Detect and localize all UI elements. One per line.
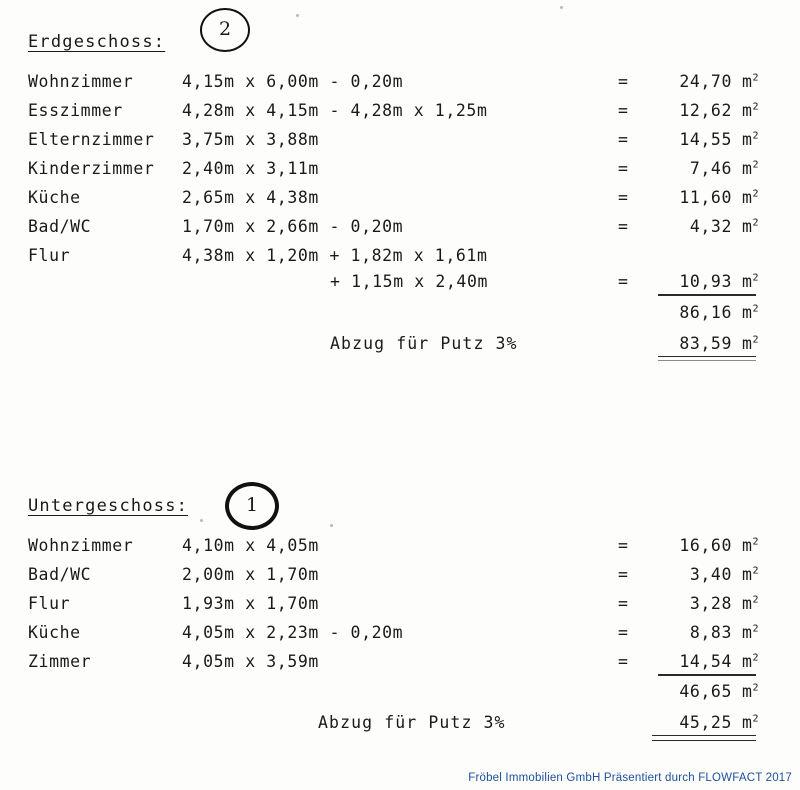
table-row [0,623,800,651]
equals-sign: = [618,652,629,671]
equals-sign: = [618,159,629,178]
total-rule-top [652,735,756,736]
deduction-label: Abzug für Putz 3% [318,713,506,732]
deduction-row [0,713,800,741]
area-unit: $m^2$ [742,188,760,207]
subtotal-area: 86,16 [679,303,732,322]
equals-sign: = [618,536,629,555]
scan-speck [296,14,299,17]
room-calc: 2,65m x 4,38m [182,188,319,207]
deduction-total: 45,25 [679,713,732,732]
room-area: 16,60 [679,536,732,555]
room-label: Elternzimmer [28,130,155,149]
deduction-label: Abzug für Putz 3% [330,334,518,353]
table-row [0,272,800,300]
table-row [0,652,800,680]
area-unit: $m^2$ [742,101,760,120]
table-row [0,594,800,622]
equals-sign: = [618,272,629,291]
total-rule-top [658,356,756,357]
area-unit: $m^2$ [742,536,760,555]
room-calc: 1,70m x 2,66m - 0,20m [182,217,404,236]
room-area: 14,54 [679,652,732,671]
area-unit: $m^2$ [742,623,760,642]
room-calc-cont: + 1,15m x 2,40m [330,272,489,291]
equals-sign: = [618,217,629,236]
subtotal-row [0,303,800,331]
area-unit: $m^2$ [742,594,760,613]
table-row [0,565,800,593]
area-unit: $m^2$ [742,272,760,291]
scan-speck [330,524,333,527]
area-unit: $m^2$ [742,72,760,91]
room-calc: 4,10m x 4,05m [182,536,319,555]
section-title-erdgeschoss: Erdgeschoss: [28,32,166,52]
room-label: Kinderzimmer [28,159,155,178]
subtotal-row [0,682,800,710]
room-calc: 4,05m x 3,59m [182,652,319,671]
total-rule-bottom [652,740,756,741]
subtotal-rule [658,674,756,676]
table-row [0,72,800,100]
room-area: 3,28 [689,594,732,613]
section-title-untergeschoss: Untergeschoss: [28,496,189,516]
room-label: Bad/WC [28,565,92,584]
room-calc: 4,28m x 4,15m - 4,28m x 1,25m [182,101,488,120]
area-unit: $m^2$ [742,159,760,178]
room-area: 11,60 [679,188,732,207]
room-calc: 4,05m x 2,23m - 0,20m [182,623,404,642]
table-row [0,159,800,187]
area-unit: $m^2$ [742,713,760,732]
area-unit: $m^2$ [742,652,760,671]
deduction-row [0,334,800,362]
room-calc: 4,15m x 6,00m - 0,20m [182,72,404,91]
room-area: 12,62 [679,101,732,120]
table-row [0,188,800,216]
room-label: Flur [28,594,71,613]
deduction-total: 83,59 [679,334,732,353]
room-area: 7,46 [689,159,732,178]
room-label: Wohnzimmer [28,72,134,91]
table-row [0,101,800,129]
room-label: Flur [28,246,71,265]
equals-sign: = [618,565,629,584]
room-area: 3,40 [689,565,732,584]
area-unit: $m^2$ [742,682,760,701]
document-footer: Fröbel Immobilien GmbH Präsentiert durch FLOWFACT 2017 [468,772,792,784]
scan-speck [560,6,563,9]
room-calc: 3,75m x 3,88m [182,130,319,149]
room-area: 10,93 [679,272,732,291]
table-row [0,246,800,274]
equals-sign: = [618,594,629,613]
room-area: 14,55 [679,130,732,149]
equals-sign: = [618,72,629,91]
area-unit: $m^2$ [742,303,760,322]
section-badge-untergeschoss: 1 [225,482,279,530]
equals-sign: = [618,130,629,149]
room-calc: 2,00m x 1,70m [182,565,319,584]
area-unit: $m^2$ [742,217,760,236]
equals-sign: = [618,623,629,642]
table-row [0,130,800,158]
subtotal-area: 46,65 [679,682,732,701]
equals-sign: = [618,101,629,120]
room-area: 8,83 [689,623,732,642]
equals-sign: = [618,188,629,207]
room-label: Küche [28,188,81,207]
scan-speck [200,519,203,522]
room-calc: 2,40m x 3,11m [182,159,319,178]
table-row [0,217,800,245]
room-label: Bad/WC [28,217,92,236]
area-unit: $m^2$ [742,334,760,353]
area-unit: $m^2$ [742,565,760,584]
table-row [0,536,800,564]
room-calc: 1,93m x 1,70m [182,594,319,613]
room-label: Zimmer [28,652,92,671]
section-badge-erdgeschoss: 2 [200,8,250,52]
subtotal-rule [658,294,756,296]
total-rule-bottom [658,360,756,361]
area-unit: $m^2$ [742,130,760,149]
room-label: Wohnzimmer [28,536,134,555]
room-area: 24,70 [679,72,732,91]
room-calc: 4,38m x 1,20m + 1,82m x 1,61m [182,246,488,265]
room-area: 4,32 [689,217,732,236]
room-label: Küche [28,623,81,642]
room-label: Esszimmer [28,101,123,120]
